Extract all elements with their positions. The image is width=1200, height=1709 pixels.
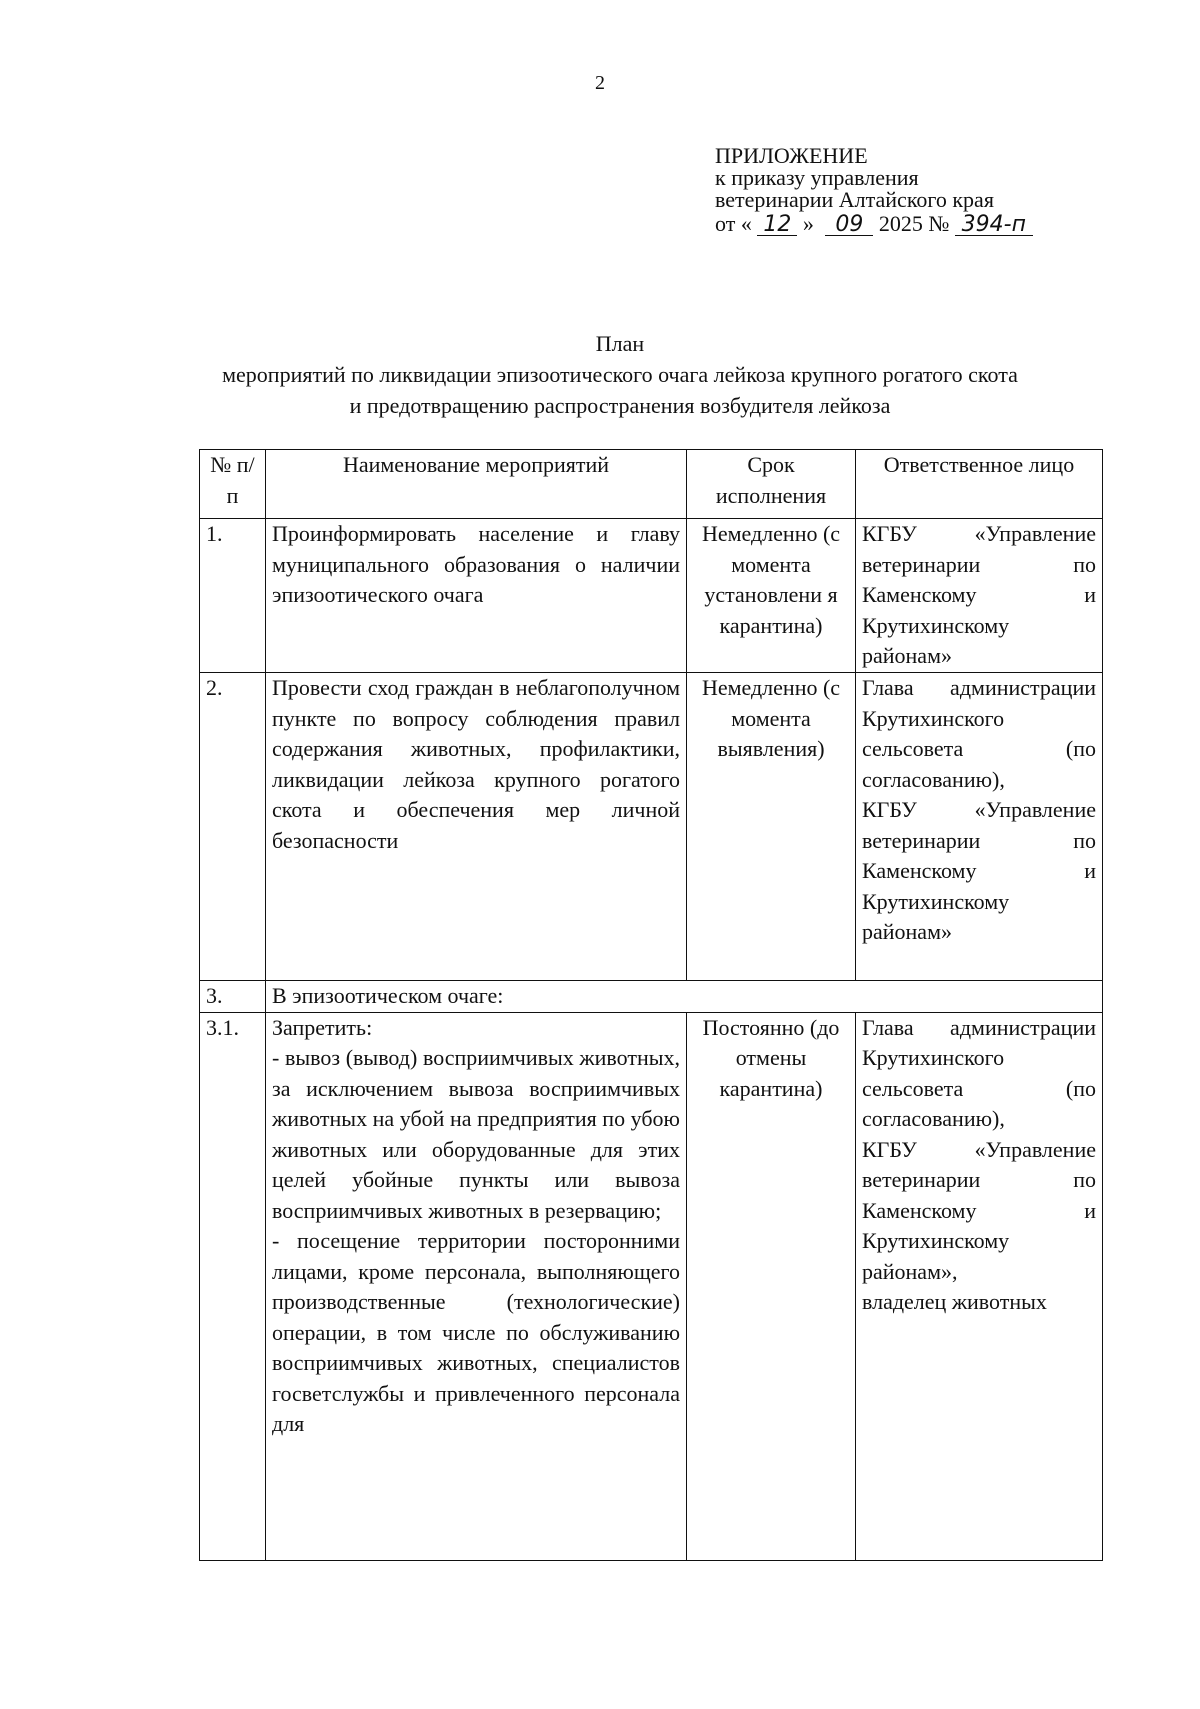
- responsible-part: КГБУ «Управление ветеринарии по Каменскому и Крутихинскому районам»: [862, 797, 1096, 944]
- title-line-3: и предотвращению распространения возбудителя лейкоза: [349, 393, 891, 418]
- appendix-title: ПРИЛОЖЕНИЕ: [715, 143, 868, 168]
- appendix-block: [715, 145, 1033, 236]
- date-prefix: от «: [715, 211, 752, 236]
- title-line-1: План: [595, 331, 645, 356]
- table-row: [200, 519, 1103, 673]
- header-term: Срок исполнения: [687, 450, 856, 519]
- row-term: Немедленно (с момента выявления): [687, 673, 856, 981]
- appendix-date-line: [715, 213, 1033, 236]
- responsible-part: Глава администрации Крутихинского сельсовета (по согласованию),: [862, 675, 1096, 792]
- row-name: [266, 1012, 687, 1560]
- appendix-line-2: ветеринарии Алтайского края: [715, 187, 994, 212]
- year-and-number-label: 2025 №: [878, 211, 950, 236]
- header-num: № п/п: [200, 450, 266, 519]
- row-responsible: КГБУ «Управление ветеринарии по Каменскому и Крутихинскому районам»: [856, 519, 1103, 673]
- table-header-row: [200, 450, 1103, 519]
- table-row: [200, 673, 1103, 981]
- plan-table: [199, 449, 1103, 1561]
- appendix-line-1: к приказу управления: [715, 165, 919, 190]
- document-title: [100, 328, 1140, 421]
- name-item: - посещение территории посторонними лицами, кроме персонала, выполняющего производственные (технологические) операции, в том числе по обслуживанию восприимчивых животных, специалистов госветслужбы и привлеченного персонала для: [272, 1228, 680, 1436]
- name-item: - вывоз (вывод) восприимчивых животных, за исключением вывоза восприимчивых животных на убой на предприятия по убою животных или оборудованные для этих целей убойные пункты или вывоза восприимчивых животных в резервацию;: [272, 1045, 680, 1223]
- responsible-part: владелец животных: [862, 1289, 1047, 1314]
- title-line-2: мероприятий по ликвидации эпизоотического очага лейкоза крупного рогатого скота: [222, 362, 1018, 387]
- row-num: 2.: [200, 673, 266, 981]
- handwritten-order-number: 394-п: [955, 215, 1033, 236]
- row-name: Провести сход граждан в неблагополучном пункте по вопросу соблюдения правил содержания животных, профилактики, ликвидации лейкоза крупного рогатого скота и обеспечения мер личной безопасности: [266, 673, 687, 981]
- responsible-part: КГБУ «Управление ветеринарии по Каменскому и Крутихинскому районам»,: [862, 1136, 1096, 1284]
- date-separator: »: [802, 211, 814, 236]
- row-num: 3.: [200, 981, 266, 1013]
- row-name: Проинформировать население и главу муниципального образования о наличии эпизоотического очага: [266, 519, 687, 673]
- name-heading: Запретить:: [272, 1014, 373, 1040]
- page-number: 2: [595, 72, 605, 94]
- header-name: Наименование мероприятий: [266, 450, 687, 519]
- header-responsible: Ответственное лицо: [856, 450, 1103, 519]
- table-row: [200, 1012, 1103, 1560]
- row-responsible: [856, 1012, 1103, 1560]
- responsible-part: Глава администрации Крутихинского сельсовета (по согласованию),: [862, 1014, 1096, 1131]
- handwritten-day: 12: [757, 215, 797, 236]
- table-row: [200, 981, 1103, 1013]
- handwritten-month: 09: [825, 215, 873, 236]
- row-num: 1.: [200, 519, 266, 673]
- row-term: Постоянно (до отмены карантина): [687, 1012, 856, 1560]
- row-term: Немедленно (с момента установлени я карантина): [687, 519, 856, 673]
- row-num: 3.1.: [200, 1012, 266, 1560]
- row-responsible: [856, 673, 1103, 981]
- row-section-title: В эпизоотическом очаге:: [266, 981, 1103, 1013]
